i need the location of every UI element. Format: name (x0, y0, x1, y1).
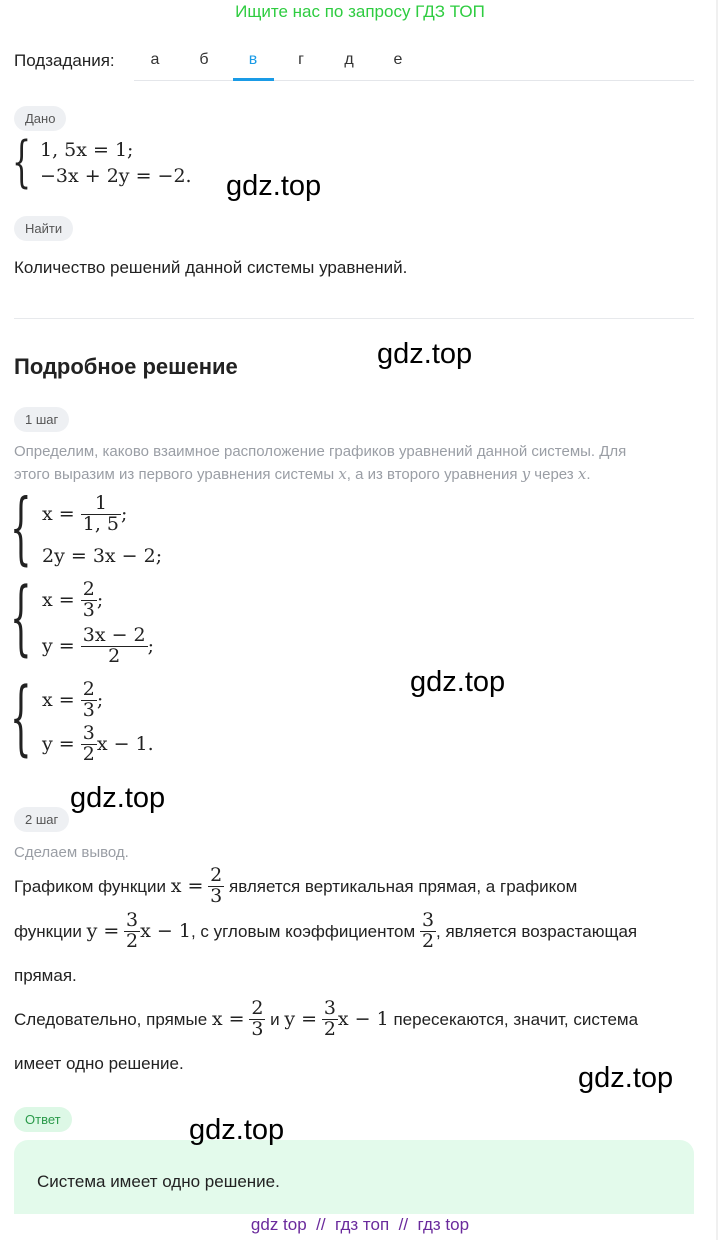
tabs-divider (134, 80, 694, 81)
find-text: Количество решений данной системы уравнений. (14, 258, 408, 277)
footer-link-gdz-top[interactable]: gdz top (250, 1215, 307, 1234)
page-edge (716, 0, 718, 1240)
system2-brace: { (10, 570, 32, 667)
system3-eq2: y = $\frac{3}{2}$ x − 1. (42, 722, 154, 765)
step1-pill: 1 шаг (14, 407, 69, 432)
tab-v[interactable]: в (248, 51, 258, 68)
given-eq1: 1, 5x = 1; (40, 139, 134, 161)
watermark: gdz.top (189, 1114, 285, 1146)
answer-pill: Ответ (14, 1107, 72, 1132)
system1-eq2: 2y = 3x − 2; (42, 545, 163, 567)
step2-conclusion-line2: имеет одно решение. (14, 1054, 184, 1073)
active-tab-underline (233, 78, 274, 81)
system3-eq1: x = $\frac{2}{3}$ ; (42, 678, 104, 721)
search-banner: Ищите нас по запросу ГДЗ ТОП (235, 2, 485, 21)
watermark: gdz.top (70, 782, 166, 814)
step1-text-line1: Определим, каково взаимное расположение графиков уравнений данной системы. Для (14, 443, 627, 460)
tab-b[interactable]: б (199, 51, 209, 68)
step2-paragraph-line3: прямая. (14, 966, 77, 985)
system1-eq1: x = $\frac{1}{1, 5}$ ; (42, 492, 128, 535)
footer-links (0, 1215, 720, 1235)
tab-g[interactable]: г (298, 51, 304, 68)
find-pill: Найти (14, 216, 73, 241)
watermark: gdz.top (226, 170, 322, 202)
step2-paragraph-line2: функции y = $\frac{3}{2}$ x − 1 , с угловым коэффициентом $\frac{3}{2}$ , является возрастающая (14, 909, 638, 952)
footer-link-gdz-top-mixed[interactable]: гдз top (417, 1215, 470, 1234)
system2-eq1: x = $\frac{2}{3}$ ; (42, 578, 104, 621)
system2-eq2: y = $\frac{3x - 2}{2}$ ; (42, 624, 155, 667)
tab-d[interactable]: д (344, 51, 354, 68)
watermark: gdz.top (377, 338, 473, 370)
step2-pill: 2 шаг (14, 807, 69, 832)
given-brace: { (12, 130, 32, 196)
watermark: gdz.top (578, 1062, 674, 1094)
tab-a[interactable]: а (150, 51, 160, 68)
solution-title: Подробное решение (14, 354, 238, 379)
given-pill: Дано (14, 106, 66, 131)
footer-separator: // (316, 1215, 326, 1234)
subtasks-label: Подзадания: (14, 51, 115, 70)
system1-brace: { (10, 483, 32, 576)
step1-text-line2: этого выразим из первого уравнения системы x, а из второго уравнения y через x. (14, 465, 591, 483)
section-divider (14, 318, 694, 319)
footer-link-gdz-top-ru[interactable]: гдз топ (335, 1215, 390, 1234)
system3-brace: { (10, 670, 32, 767)
step2-intro: Сделаем вывод. (14, 844, 129, 861)
footer-separator: // (398, 1215, 409, 1234)
tab-e[interactable]: е (393, 51, 403, 68)
given-eq2: −3x + 2y = −2. (40, 165, 192, 187)
answer-text: Система имеет одно решение. (37, 1172, 280, 1191)
watermark: gdz.top (410, 666, 506, 698)
step2-conclusion-line1: Следовательно, прямые x = $\frac{2}{3}$ и y = $\frac{3}{2}$ x − 1 пересекаются, значит, система (14, 997, 639, 1040)
step2-paragraph-line1: Графиком функции x = $\frac{2}{3}$ является вертикальная прямая, а графиком (14, 864, 578, 907)
